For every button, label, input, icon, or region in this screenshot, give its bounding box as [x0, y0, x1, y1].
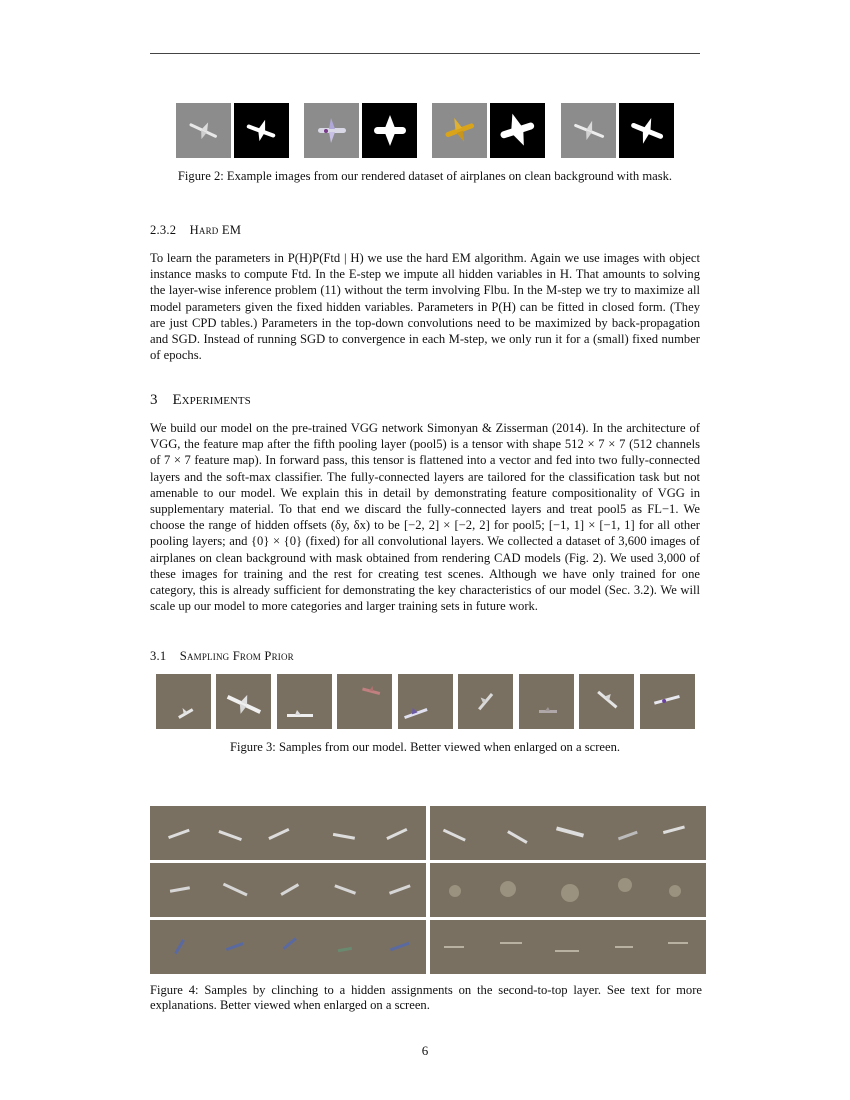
- header-rule: [150, 53, 700, 54]
- fig2-mask-2: [362, 103, 417, 158]
- fig4-panel: [150, 806, 426, 860]
- fig3-sample: [579, 674, 634, 729]
- fig4-panel: [430, 806, 706, 860]
- fig3-sample: [216, 674, 271, 729]
- section-3-heading: [150, 392, 251, 409]
- fig2-image-2: [304, 103, 359, 158]
- figure-3-caption: Figure 3: Samples from our model. Better viewed when enlarged on a screen.: [229, 740, 621, 754]
- section-3-1-heading: [150, 649, 294, 664]
- fig2-image-1: [176, 103, 231, 158]
- fig2-mask-1: [234, 103, 289, 158]
- fig2-image-3: [432, 103, 487, 158]
- section-title: Experiments: [172, 392, 251, 408]
- section-title: Sampling From Prior: [179, 649, 294, 663]
- fig3-sample: [156, 674, 211, 729]
- page-number: 6: [421, 1043, 429, 1058]
- fig4-panel: [430, 920, 706, 974]
- figure-2-caption: Figure 2: Example images from our rendered dataset of airplanes on clean background with mask.: [177, 169, 673, 183]
- fig3-sample: [458, 674, 513, 729]
- fig2-image-4: [561, 103, 616, 158]
- fig3-sample: [519, 674, 574, 729]
- section-number: 2.3.2: [150, 223, 177, 237]
- section-title: Hard EM: [189, 223, 242, 237]
- fig3-sample: [640, 674, 695, 729]
- fig3-sample: [277, 674, 332, 729]
- section-number: 3: [150, 392, 158, 408]
- fig2-mask-3: [490, 103, 545, 158]
- fig3-sample: [337, 674, 392, 729]
- figure-4-caption: Figure 4: Samples by clinching to a hidden assignments on the second-to-top layer. See text for more explanations. Better viewed when enlarged on a screen.: [150, 983, 702, 1012]
- fig4-panel: [150, 920, 426, 974]
- fig4-panel: [430, 863, 706, 917]
- section-3-paragraph: We build our model on the pre-trained VGG network Simonyan & Zisserman (2014). In the architecture of VGG, the feature map after the fifth pooling layer (pool5) is a tensor with shape 512 × 7 × 7 (512 channels of 7 × 7 feature map). In forward pass, this tensor is flattened into a vector and fed into two fully-connected layers and the soft-max classifier. The fully-connected layers are tailored for the classification task but not amenable to our model. We explain this in detail by demonstrating feature compositionality of VGG in supplementary material. To that end we discard the fully-connected layers and treat pool5 as FL−1. We choose the range of hidden offsets (δy, δx) to be [−2, 2] × [−2, 2] for pool5; [−1, 1] × [−1, 1] for all other pooling layers; and {0} × {0} (fixed) for all convolutional layers. We collected a dataset of 3,600 images of airplanes on clean background with mask obtained from rendering CAD models (Fig. 2). We used 3,000 of these images for training and the rest for creating test scenes. Although we have only trained for one category, this is already sufficient for demonstrating the key characteristics of our model (Sec. 3.2). We will scale up our model to more categories and larger training sets in future work.: [150, 421, 700, 614]
- fig4-panel: [150, 863, 426, 917]
- section-2-3-2-paragraph: To learn the parameters in P(H)P(Ftd | H) we use the hard EM algorithm. Again we use images with object instance masks to compute Ftd. In the E-step we impute all hidden variables in H. That amounts to solving the layer-wise inference problem (11) without the term involving Flbu. In the M-step we try to maximize all model parameters given the fixed hidden variables. Parameters in P(H) can be fitted in closed form. (They are just CPD tables.) Parameters in the top-down convolutions need to be maximized by back-propagation and SGD. Instead of running SGD to convergence in each M-step, we only run it for a (small) fixed number of epochs.: [150, 251, 700, 363]
- section-2-3-2-heading: [150, 223, 241, 238]
- fig2-mask-4: [619, 103, 674, 158]
- section-number: 3.1: [150, 649, 167, 663]
- fig3-sample: [398, 674, 453, 729]
